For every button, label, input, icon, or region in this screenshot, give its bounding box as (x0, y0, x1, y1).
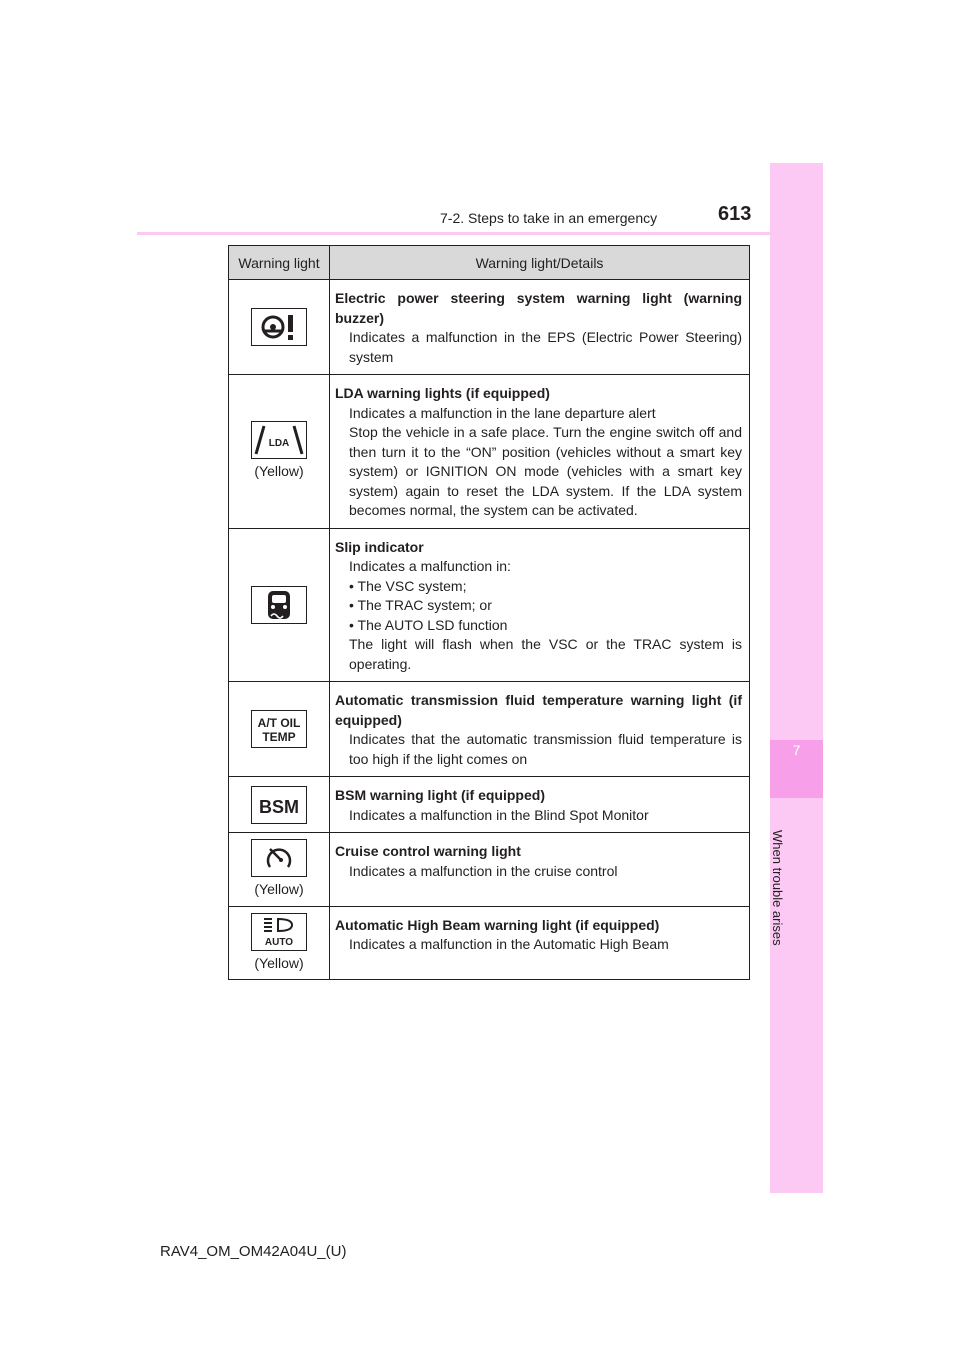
at-oil-temp-icon (251, 710, 307, 748)
icon-color-caption: (Yellow) (254, 463, 304, 479)
icon-cell (229, 528, 330, 682)
row-description: The light will flash when the VSC or the TRAC system is operating. (349, 636, 742, 672)
row-description: Indicates a malfunction in the cruise control (349, 862, 618, 879)
bsm-icon-text: BSM (259, 796, 299, 817)
icon-color-caption: (Yellow) (254, 954, 304, 971)
icon-cell (229, 777, 330, 833)
row-description: Indicates a malfunction in: (349, 558, 511, 574)
bullet-item: • The TRAC system; or (349, 597, 492, 613)
row-description: Indicates a malfunction in the lane departure alert (349, 404, 656, 421)
table-row (229, 906, 750, 980)
row-description: Stop the vehicle in a safe place. Turn the engine switch off and then turn it to the “ON” position (vehicles without a smart key system) or IGNITION ON mode (vehicles with a smart key system) again to reset the LDA system. If the LDA system becomes normal, the system can be activated. (349, 424, 742, 518)
details-cell (330, 280, 750, 375)
details-cell (330, 906, 750, 980)
table-row (229, 777, 750, 833)
svg-text:TEMP: TEMP (262, 730, 296, 744)
table-row (229, 833, 750, 907)
table-row (229, 682, 750, 777)
cruise-control-icon (251, 839, 307, 877)
row-title: LDA warning lights (if equipped) (335, 385, 550, 401)
row-description: Indicates that the automatic transmission fluid temperature is too high if the light comes on (349, 731, 742, 767)
lda-icon-text: LDA (268, 438, 290, 449)
icon-cell (229, 280, 330, 375)
column-header-warning-light: Warning light (229, 246, 330, 280)
details-cell (330, 833, 750, 907)
details-cell (330, 375, 750, 529)
row-title: Automatic transmission fluid temperature warning light (if equipped) (335, 692, 742, 728)
table-header-row (229, 246, 750, 280)
row-title: BSM warning light (if equipped) (335, 787, 545, 803)
icon-cell (229, 833, 330, 907)
chapter-title: When trouble arises (770, 830, 785, 946)
warning-light-table (228, 245, 750, 980)
svg-text:A/T OIL: A/T OIL (257, 716, 301, 730)
row-description: Indicates a malfunction in the Blind Spot Monitor (349, 806, 649, 823)
details-cell (330, 682, 750, 777)
header-divider (137, 232, 823, 235)
icon-cell (229, 682, 330, 777)
table-row (229, 280, 750, 375)
details-cell (330, 528, 750, 682)
auto-high-beam-icon (251, 913, 307, 951)
column-header-details: Warning light/Details (330, 246, 750, 280)
icon-color-caption: (Yellow) (254, 881, 304, 897)
details-cell (330, 777, 750, 833)
table-row (229, 528, 750, 682)
row-title: Electric power steering system warning light (warning buzzer) (335, 290, 742, 326)
icon-cell (229, 906, 330, 980)
chapter-side-tab (770, 163, 823, 1193)
document-code: RAV4_OM_OM42A04U_(U) (160, 1243, 347, 1260)
lda-icon (251, 421, 307, 459)
row-title: Cruise control warning light (335, 843, 521, 859)
auto-icon-text: AUTO (264, 936, 294, 948)
bullet-item: • The VSC system; (349, 577, 467, 594)
bsm-icon (251, 786, 307, 824)
icon-cell (229, 375, 330, 529)
chapter-number: 7 (792, 742, 801, 758)
section-title: 7-2. Steps to take in an emergency (440, 210, 658, 226)
page-number: 613 (718, 203, 752, 225)
slip-indicator-icon (251, 586, 307, 624)
row-title: Slip indicator (335, 538, 424, 555)
row-description: Indicates a malfunction in the EPS (Electric Power Steering) system (349, 329, 742, 365)
table-row (229, 375, 750, 529)
row-description: Indicates a malfunction in the Automatic High Beam (349, 936, 669, 952)
eps-warning-icon (251, 308, 307, 346)
row-title: Automatic High Beam warning light (if equipped) (335, 916, 660, 933)
bullet-item: • The AUTO LSD function (349, 616, 508, 633)
